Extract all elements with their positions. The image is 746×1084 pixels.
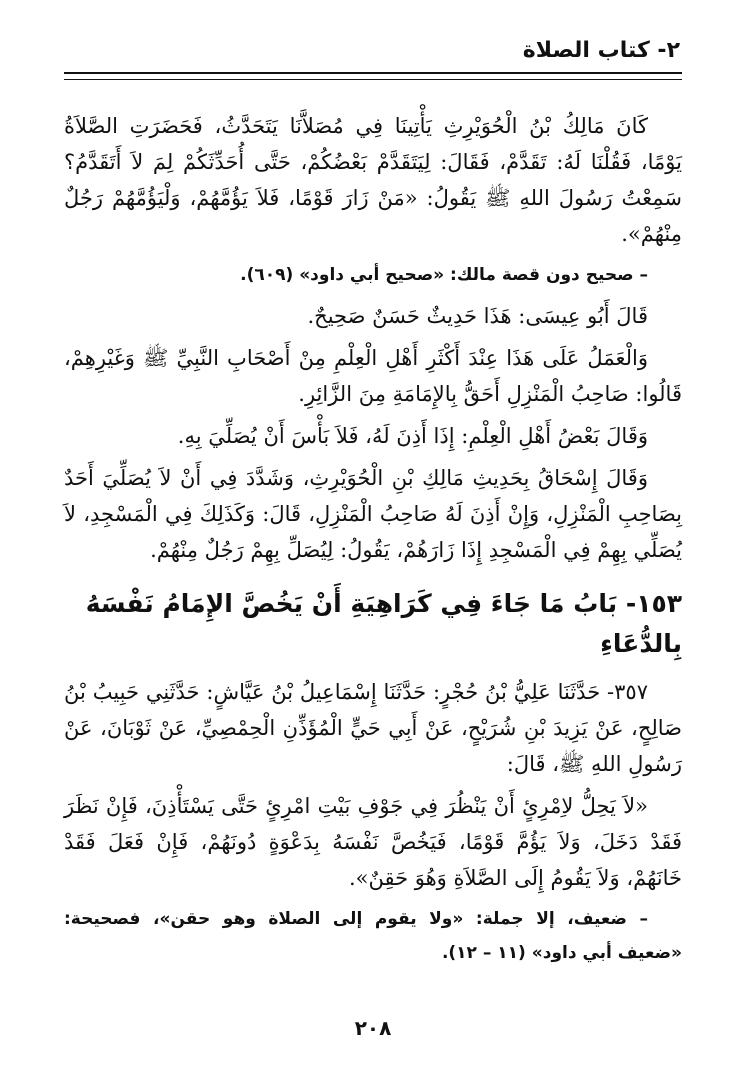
chapter-title: ١٥٣- بَابُ مَا جَاءَ فِي كَرَاهِيَةِ أَنْ يَخُصَّ الإِمَامُ نَفْسَهُ بِالدُّعَاءِ	[85, 589, 682, 658]
scholars-practice-paragraph: وَالْعَمَلُ عَلَى هَذَا عِنْدَ أَكْثَرِ أَهْلِ الْعِلْمِ مِنْ أَصْحَابِ النَّبِيِّ ﷺ وَغَيْرِهِمْ، قَالُوا: صَاحِبُ الْمَنْزِلِ أَحَقُّ بِالإِمَامَةِ مِنَ الزَّائِرِ.	[64, 346, 682, 406]
isnad-paragraph: ٣٥٧- حَدَّثَنَا عَلِيُّ بْنُ حُجْرٍ: حَدَّثَنَا إِسْمَاعِيلُ بْنُ عَيَّاشٍ: حَدَّثَنِي حَبِيبُ بْنُ صَالِحٍ، عَنْ يَزِيدَ بْنِ شُرَيْحٍ، عَنْ أَبِي حَيٍّ الْمُؤَذِّنِ الْحِمْصِيِّ، عَنْ ثَوْبَانَ، عَنْ رَسُولِ اللهِ ﷺ، قَالَ:	[64, 680, 682, 776]
header-rule-thin	[64, 79, 682, 80]
hadith-text-paragraph: كَانَ مَالِكُ بْنُ الْحُوَيْرِثِ يَأْتِينَا فِي مُصَلاَّنَا يَتَحَدَّثُ، فَحَضَرَتِ الصَّلاَةُ يَوْمًا، فَقُلْنَا لَهُ: تَقَدَّمْ، فَقَالَ: لِيَتَقَدَّمْ بَعْضُكُمْ، حَتَّى أُحَدِّثَكُمْ لِمَ لاَ أَتَقَدَّمُ؟ سَمِعْتُ رَسُولَ اللهِ ﷺ يَقُولُ: «مَنْ زَارَ قَوْمًا، فَلاَ يَؤُمَّهُمْ، وَلْيَؤُمَّهُمْ رَجُلٌ مِنْهُمْ».	[64, 114, 682, 246]
grading-note: – صحيح دون قصة مالك: «صحيح أبي داود» (٦٠٩).	[240, 265, 648, 285]
ishaq-opinion-paragraph: وَقَالَ إِسْحَاقُ بِحَدِيثِ مَالِكِ بْنِ الْحُوَيْرِثِ، وَشَدَّدَ فِي أَنْ لاَ يُصَلِّيَ أَحَدٌ بِصَاحِبِ الْمَنْزِلِ، وَإِنْ أَذِنَ لَهُ صَاحِبُ الْمَنْزِلِ، قَالَ: وَكَذَلِكَ فِي الْمَسْجِدِ، لاَ يُصَلِّي بِهِمْ فِي الْمَسْجِدِ إِذَا زَارَهُمْ، يَقُولُ: لِيُصَلِّ بِهِمْ رَجُلٌ مِنْهُمْ.	[64, 466, 682, 562]
page-number: ٢٠٨	[354, 1016, 392, 1040]
grading-note: – ضعيف، إلا جملة: «ولا يقوم إلى الصلاة وهو حقن»، فصحيحة: «ضعيف أبي داود» (١١ – ١٢).	[64, 909, 682, 963]
header-rule-thick	[64, 72, 682, 74]
author-comment: قَالَ أَبُو عِيسَى: هَذَا حَدِيثٌ حَسَنٌ صَحِيحٌ.	[307, 304, 648, 328]
hadith-matn-paragraph: «لاَ يَحِلُّ لاِمْرِئٍ أَنْ يَنْظُرَ فِي جَوْفِ بَيْتِ امْرِئٍ حَتَّى يَسْتَأْذِنَ، فَإِنْ نَظَرَ فَقَدْ دَخَلَ، وَلاَ يَؤُمَّ قَوْمًا، فَيَخُصَّ نَفْسَهُ بِدَعْوَةٍ دُونَهُمْ، فَإِنْ فَعَلَ فَقَدْ خَانَهُمْ، وَلاَ يَقُومُ إِلَى الصَّلاَةِ وَهُوَ حَقِنٌ».	[64, 794, 682, 890]
page-body	[64, 108, 682, 976]
scholars-opinion-paragraph: وَقَالَ بَعْضُ أَهْلِ الْعِلْمِ: إِذَا أَذِنَ لَهُ، فَلاَ بَأْسَ أَنْ يُصَلِّيَ بِهِ.	[177, 424, 648, 448]
running-header: ٢- كتاب الصلاة	[522, 38, 680, 63]
